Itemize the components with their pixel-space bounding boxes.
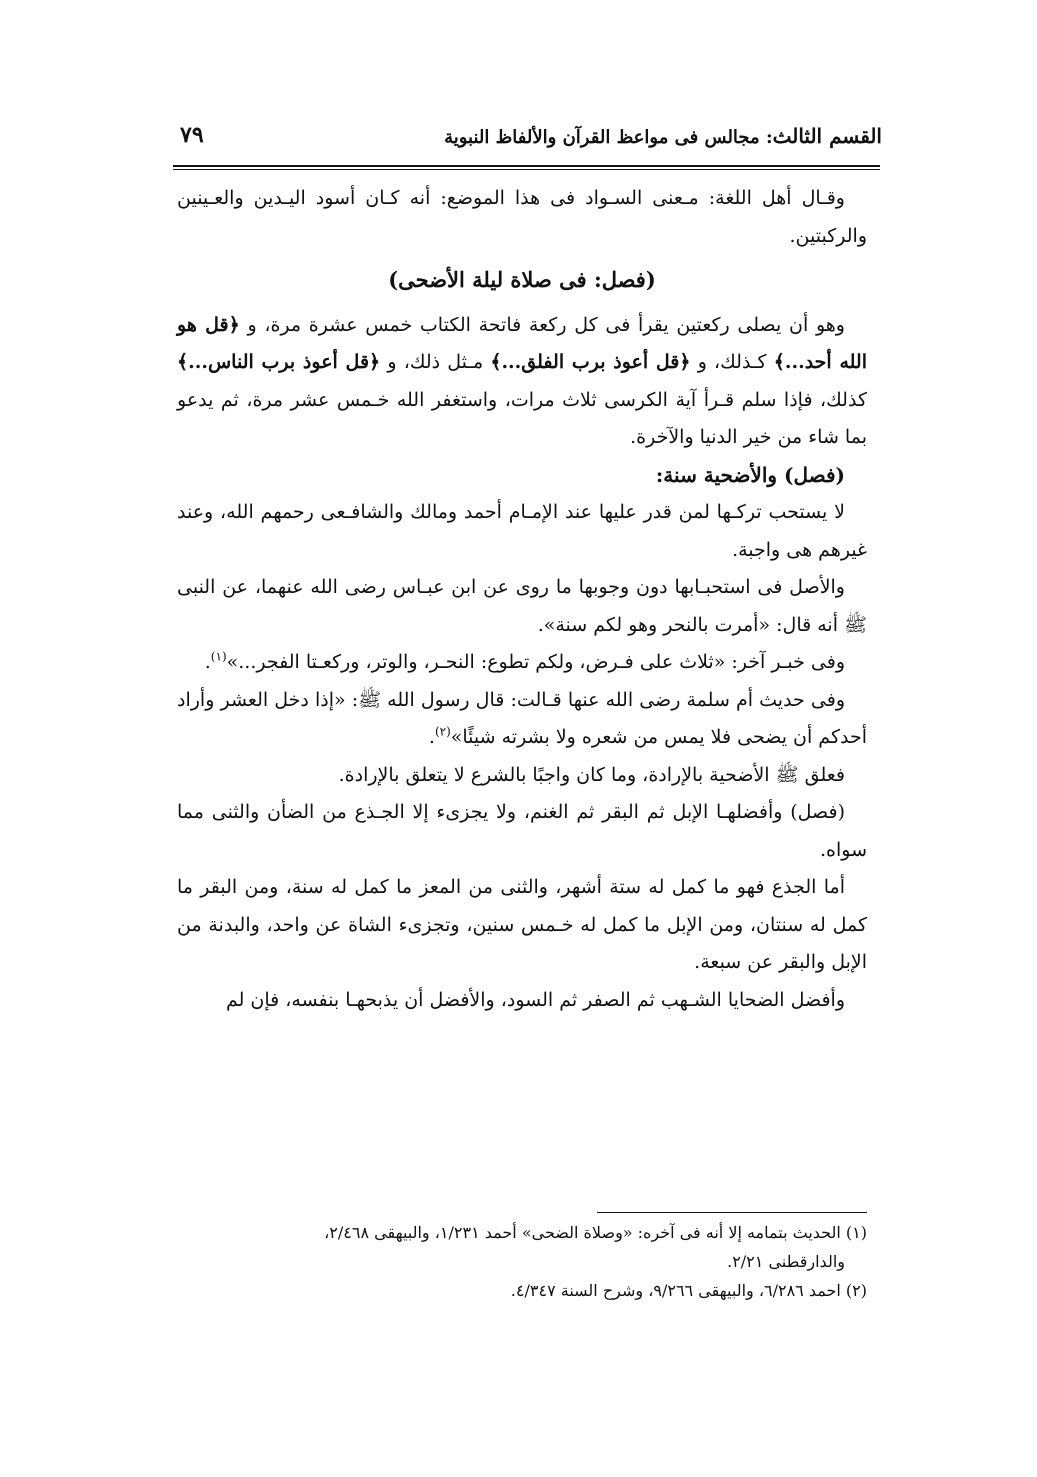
page-number: ٧٩: [180, 122, 204, 148]
paragraph-umm-salama-hadith: وفى حديث أم سلمة رضى الله عنها قـالت: قال رسول الله ﷺ: «إذا دخل العشر وأراد أحدكم أن يضحى فلا يمس من شعره ولا بشرته شيئًا»$^{(٢)}$.: [177, 688, 867, 748]
paragraph-intention: فعلق ﷺ الأضحية بالإرادة، وما كان واجبًا بالشرع لا يتعلق بالإرادة.: [338, 763, 845, 786]
quran-quote-falaq: ﴿قل أعوذ برب الفلق...﴾: [490, 351, 691, 373]
running-header: [322, 124, 882, 148]
footnote-ref-2: (٢): [434, 724, 451, 739]
section-heading-eid-night-prayer: (فصل: فى صلاة ليلة الأضحى): [388, 267, 656, 292]
footnote-1: (١) الحديث بتمامه إلا أنه فى آخره: «وصلاة الضحى» أحمد ١/٢٣١، والبيهقى ٢/٤٦٨،: [324, 1223, 867, 1242]
paragraph-best-colors: وأفضل الضحايا الشـهب ثم الصفر ثم السود، والأفضل أن يذبحهـا بنفسه، فإن لم: [225, 988, 845, 1011]
footnote-1-continued: والدارقطنى ٢/٢١.: [727, 1252, 845, 1271]
section-heading-sacrifice-sunnah: (فصل) والأضحية سنة:: [655, 462, 845, 487]
paragraph-recommendation: لا يستحب تركـها لمن قدر عليها عند الإمـام أحمد ومالك والشافـعى رحمهم الله، وعند غيرهم هى واجبة.: [177, 501, 867, 561]
paragraph-best-animals: (فصل) وأفضلهـا الإبل ثم البقر ثم الغنم، ولا يجزىء إلا الجـذع من الضأن والثنى مما سواه.: [177, 801, 867, 861]
quran-quote-ikhlas: ﴿قل هو الله أحد...﴾: [177, 313, 868, 373]
paragraph-lexical-meaning: وقـال أهل اللغة: مـعنى السـواد فى هذا الموضع: أنه كـان أسود اليـدين والعـينين والركبتين.: [177, 187, 867, 247]
paragraph-other-report: وفى خبـر آخر: «ثلاث على فـرض، ولكم تطوع: النحـر، والوتر، وركعـتا الفجر...»$^{(١)}$.: [204, 649, 845, 673]
footnotes: [177, 1218, 867, 1305]
footnote-2: (٢) احمد ٦/٢٨٦، والبيهقى ٩/٢٦٦، وشرح السنة ٤/٣٤٧.: [510, 1281, 867, 1300]
header-divider-thin: [173, 169, 880, 170]
paragraph-prayer-description: وهو أن يصلى ركعتين يقرأ فى كل ركعة فاتحة الكتاب خمس عشرة مرة، و ﴿قل هو الله أحد...﴾ كـذلك، و ﴿قل أعوذ برب الفلق...﴾ مـثل ذلك، و ﴿قل أعوذ برب الناس...﴾ كذلك، فإذا سلم قـرأ آية الكرسى ثلاث مرات، واستغفر الله خـمس عشر مرة، ثم يدعو بما شاء من خير الدنيا والآخرة.: [177, 313, 868, 448]
paragraph-origin: والأصل فى استحبـابها دون وجوبها ما روى عن ابن عبـاس رضى الله عنهما، عن النبى ﷺ أنه قال: «أمرت بالنحر وهو لكم سنة».: [177, 576, 867, 636]
paragraph-ages: أما الجذع فهو ما كمل له ستة أشهر، والثنى من المعز ما كمل له سنة، ومن البقر ما كمل له سنتان، ومن الإبل ما كمل له خـمس سنين، وتجزىء الشاة عن واحد، والبدنة من الإبل والبقر عن سبعة.: [177, 876, 867, 973]
header-divider: [173, 165, 880, 167]
main-text: [177, 180, 867, 1019]
footnote-ref-1: (١): [210, 649, 227, 664]
footnote-divider: [597, 1212, 867, 1213]
quran-quote-nas: ﴿قل أعوذ برب الناس...﴾: [177, 351, 381, 373]
part-label: القسم الثالث: [772, 124, 882, 148]
header-title: : مجالس فى مواعظ القرآن والألفاظ النبوية: [444, 127, 773, 148]
